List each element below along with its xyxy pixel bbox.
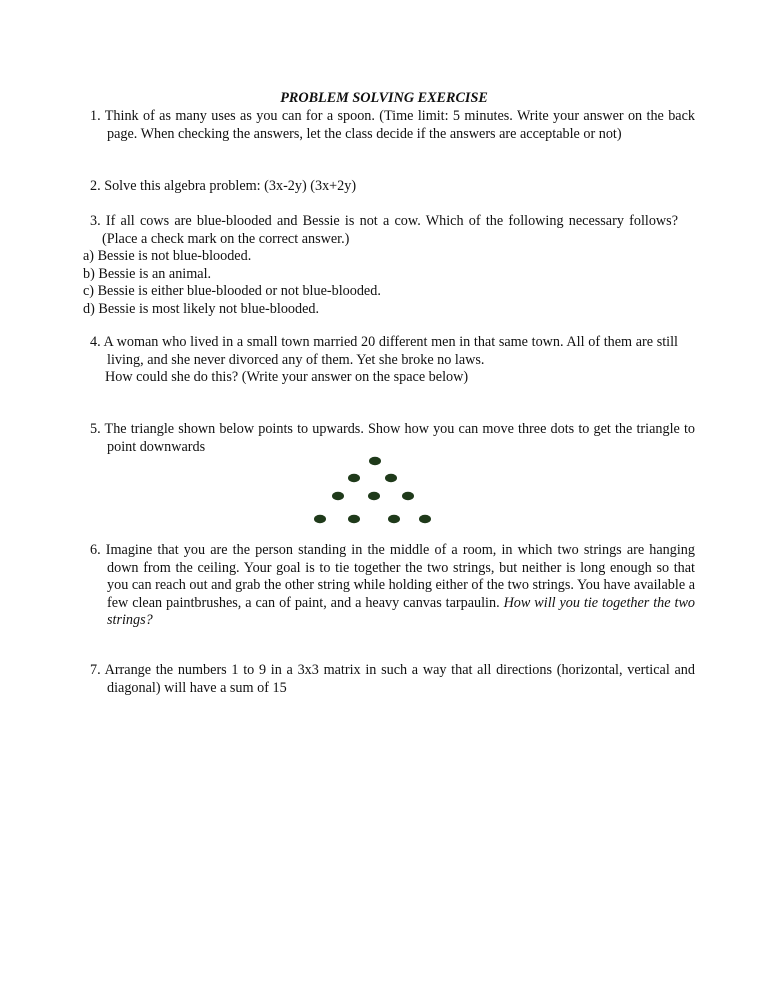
- option-a[interactable]: a) Bessie is not blue-blooded.: [83, 248, 252, 265]
- question-3-stem: 3. If all cows are blue-blooded and Bessie is not a cow. Which of the following necessary follows? (Place a check mark on the correct answer.): [90, 213, 678, 247]
- dot[interactable]: [332, 492, 344, 500]
- question-2: 2. Solve this algebra problem: (3x-2y) (3x+2y): [90, 178, 357, 194]
- dot[interactable]: [385, 474, 397, 482]
- question-6-text: 6. Imagine that you are the person standing in the middle of a room, in which two strings are hanging down from the ceiling. Your goal is to tie together the two strings, but neither is long enough so that you can reach out and grab the other string while holding either of the two strings. You have available a few clean paintbrushes, a can of paint, and a heavy canvas tarpaulin.: [90, 542, 695, 611]
- option-c[interactable]: c) Bessie is either blue-blooded or not blue-blooded.: [83, 283, 381, 300]
- question-1: 1. Think of as many uses as you can for a spoon. (Time limit: 5 minutes. Write your answer on the back page. When checking the answers, let the class decide if the answers are acceptable or not): [90, 108, 695, 142]
- question-4-prompt: How could she do this? (Write your answer on the space below): [105, 369, 469, 386]
- dot[interactable]: [348, 515, 360, 523]
- dot[interactable]: [314, 515, 326, 523]
- question-6-question: How will you tie together the two strings?: [107, 594, 696, 629]
- dot[interactable]: [402, 492, 414, 500]
- page-title: PROBLEM SOLVING EXERCISE: [280, 90, 488, 106]
- option-d[interactable]: d) Bessie is most likely not blue-blooded.: [83, 300, 320, 317]
- dot[interactable]: [419, 515, 431, 523]
- question-7: 7. Arrange the numbers 1 to 9 in a 3x3 matrix in such a way that all directions (horizontal, vertical and diagonal) will have a sum of 15: [90, 662, 695, 696]
- option-b[interactable]: b) Bessie is an animal.: [83, 265, 212, 282]
- dot[interactable]: [368, 492, 380, 500]
- dot[interactable]: [348, 474, 360, 482]
- dot[interactable]: [388, 515, 400, 523]
- dot[interactable]: [369, 457, 381, 465]
- question-6: [90, 542, 695, 630]
- question-4-text: 4. A woman who lived in a small town married 20 different men in that same town. All of them are still living, and she never divorced any of them. Yet she broke no laws.: [90, 334, 678, 368]
- question-5: 5. The triangle shown below points to upwards. Show how you can move three dots to get the triangle to point downwards: [90, 421, 695, 455]
